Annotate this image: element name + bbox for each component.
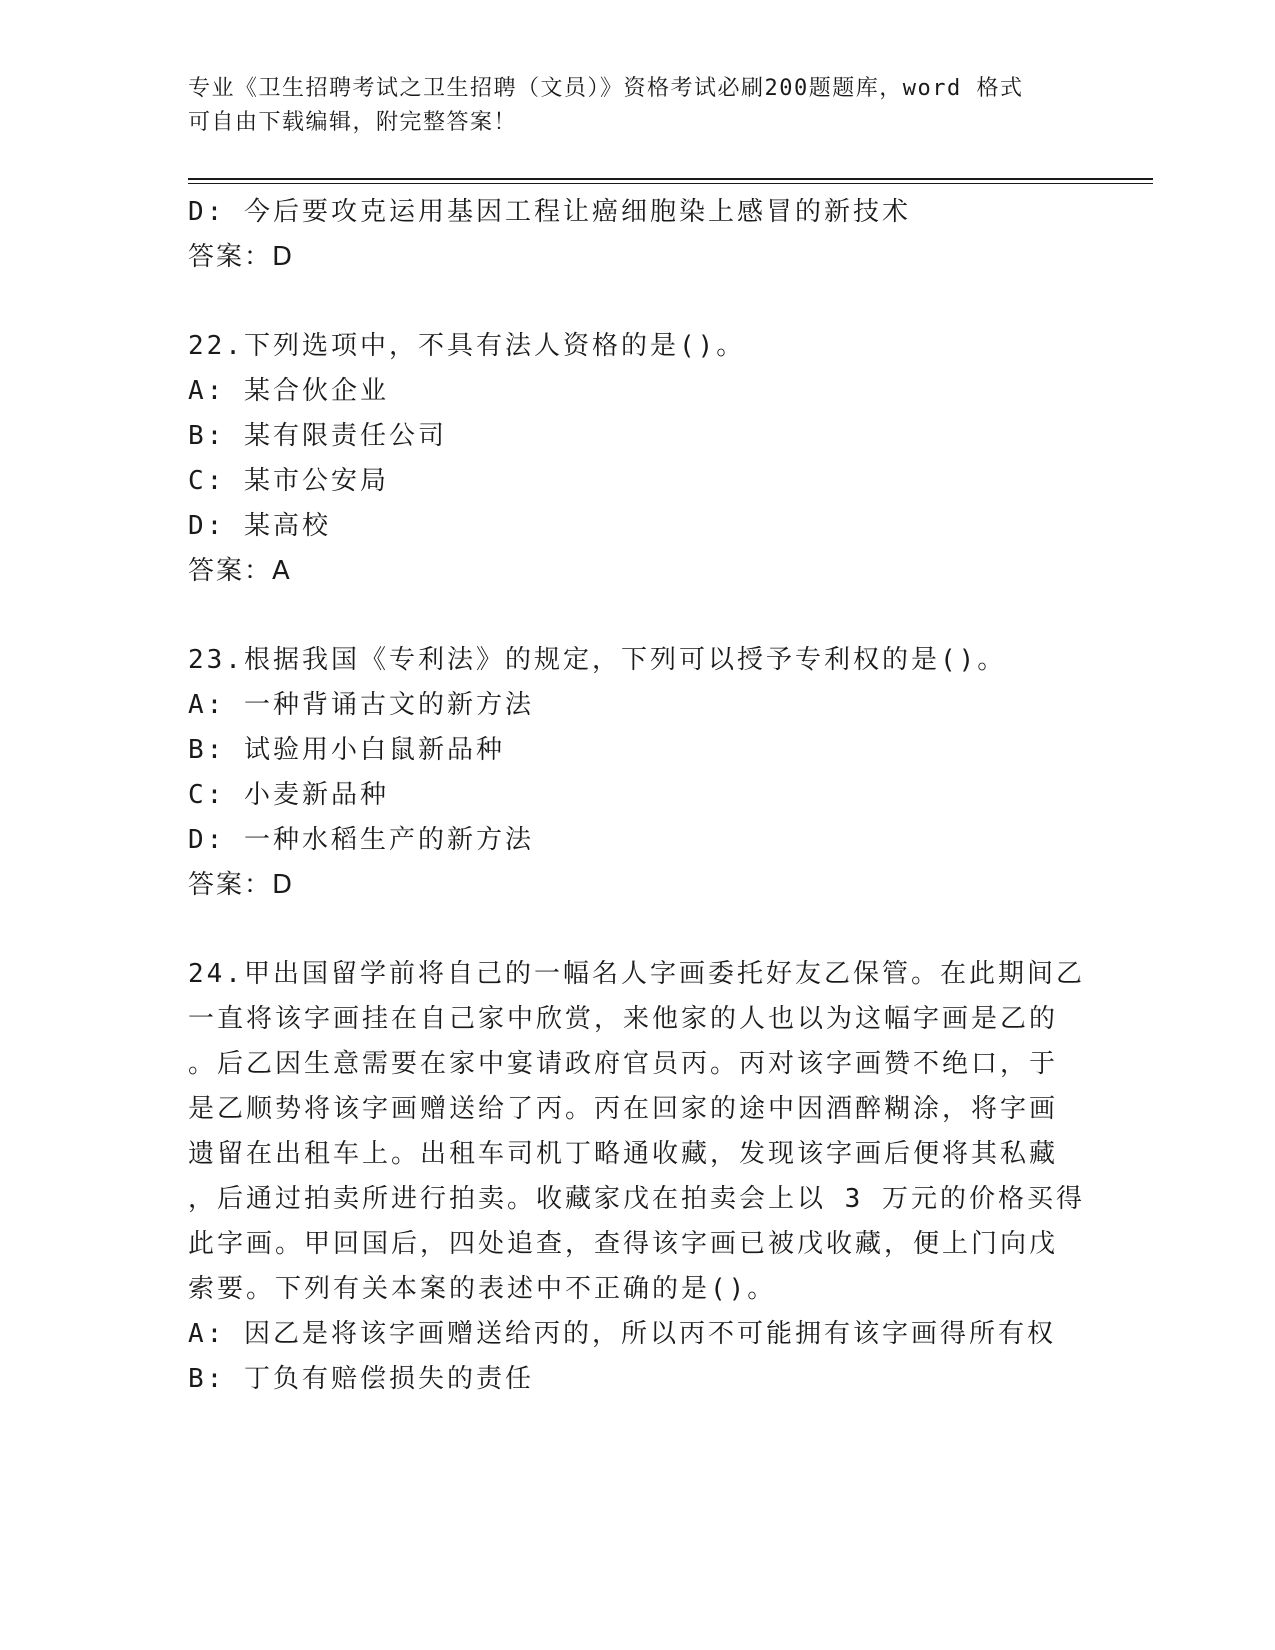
question-stem-line: ，后通过拍卖所进行拍卖。收藏家戊在拍卖会上以 3 万元的价格买得 [188, 1184, 1085, 1214]
option-b: B: 某有限责任公司 [188, 421, 447, 451]
question-23 [188, 638, 1078, 908]
option-a: A: 因乙是将该字画赠送给丙的，所以丙不可能拥有该字画得所有权 [188, 1319, 1056, 1349]
option-d: D: 一种水稻生产的新方法 [188, 825, 534, 855]
option-d: D: 某高校 [188, 511, 331, 541]
option-b: B: 试验用小白鼠新品种 [188, 735, 505, 765]
question-stem-line: 一直将该字画挂在自己家中欣赏，来他家的人也以为这幅字画是乙的 [188, 1004, 1059, 1034]
header-line-1: 专业《卫生招聘考试之卫生招聘（文员）》资格考试必刷200题题库，word 格式 [188, 76, 1024, 101]
option-c: C: 某市公安局 [188, 466, 389, 496]
question-22 [188, 324, 1078, 594]
question-stem-line: 索要。下列有关本案的表述中不正确的是()。 [188, 1274, 777, 1304]
question-stem: 23.根据我国《专利法》的规定，下列可以授予专利权的是()。 [188, 645, 1007, 675]
answer: 答案：A [188, 556, 292, 586]
option-a: A: 一种背诵古文的新方法 [188, 690, 534, 720]
question-stem-line: 此字画。甲回国后，四处追查，查得该字画已被戊收藏，便上门向戊 [188, 1229, 1059, 1259]
spacer [188, 908, 1078, 952]
option-d: D: 今后要攻克运用基因工程让癌细胞染上感冒的新技术 [188, 197, 911, 227]
answer: 答案：D [188, 870, 295, 900]
header-line-2: 可自由下载编辑，附完整答案！ [188, 110, 518, 135]
question-stem-line: 是乙顺势将该字画赠送给了丙。丙在回家的途中因酒醉糊涂，将字画 [188, 1094, 1059, 1124]
question-stem-line: 。后乙因生意需要在家中宴请政府官员丙。丙对该字画赞不绝口，于 [188, 1049, 1059, 1079]
answer: 答案：D [188, 242, 295, 272]
document-body [188, 190, 1085, 1402]
option-c: C: 小麦新品种 [188, 780, 389, 810]
page-header [188, 72, 1068, 140]
spacer [188, 594, 1078, 638]
question-stem: 22.下列选项中，不具有法人资格的是()。 [188, 331, 746, 361]
carryover-block [188, 190, 1078, 280]
option-b: B: 丁负有赔偿损失的责任 [188, 1364, 534, 1394]
question-stem-line: 遗留在出租车上。出租车司机丁略通收藏，发现该字画后便将其私藏 [188, 1139, 1059, 1169]
question-24 [188, 952, 1085, 1402]
option-a: A: 某合伙企业 [188, 376, 389, 406]
header-rule-thin [188, 183, 1153, 184]
question-stem-line: 24.甲出国留学前将自己的一幅名人字画委托好友乙保管。在此期间乙 [188, 959, 1085, 989]
header-rule-thick [188, 178, 1153, 180]
spacer [188, 280, 1078, 324]
